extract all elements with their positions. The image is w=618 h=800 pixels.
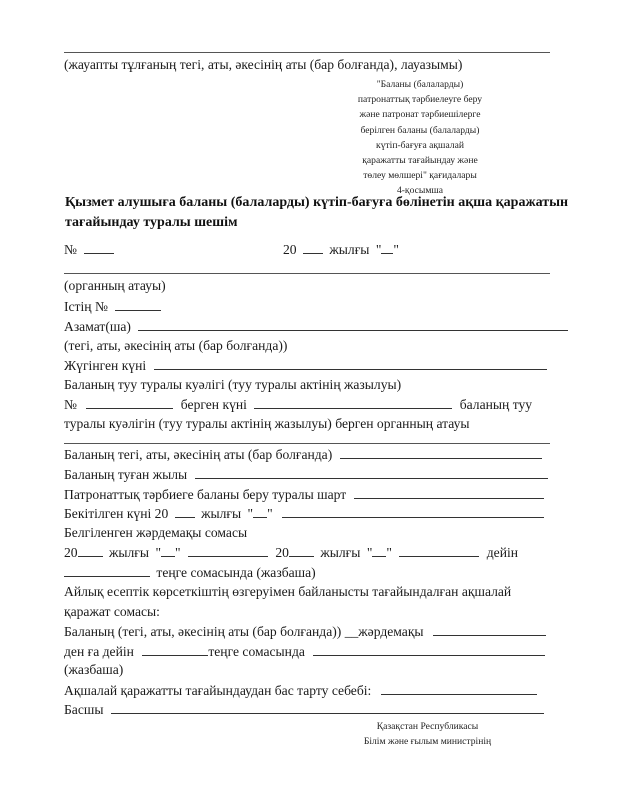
citizen-caption: (тегі, аты, әкесінің аты (бар болғанда)) [64, 338, 288, 353]
period-from-month-field[interactable] [188, 544, 268, 557]
annex-note-line: қаражатты тағайындау және [362, 155, 478, 167]
child-name-row [64, 446, 542, 463]
approved-extra-field[interactable] [282, 505, 544, 518]
child-birth-year-field[interactable] [195, 466, 548, 479]
annex-note-line: 4-қосымша [396, 185, 444, 197]
head-signature-field[interactable] [111, 701, 544, 714]
case-number-field[interactable] [115, 298, 161, 311]
tenge-amount-words-label: теңге сомасында (жазбаша) [156, 565, 316, 580]
quote-open: " [375, 242, 382, 257]
quote-close: " [386, 545, 392, 560]
footer-line: Қазақстан Республикасы [376, 721, 479, 732]
quote-close: " [175, 545, 181, 560]
from-to-label: ден ға дейін [64, 644, 134, 659]
mci-change-label-line2: қаражат сомасы: [64, 604, 160, 619]
birth-cert-organ-line[interactable] [64, 443, 550, 444]
from-to-field[interactable] [142, 643, 208, 656]
child-name-field[interactable] [340, 446, 542, 459]
period-from-prefix: 20 [64, 545, 78, 560]
decision-number-row [64, 241, 114, 258]
issued-date-field[interactable] [254, 396, 452, 409]
organ-name-line[interactable] [64, 273, 550, 274]
allowance-amount-label: Белгіленген жәрдемақы сомасы [64, 525, 248, 540]
quote-open: " [155, 545, 161, 560]
responsible-person-line [64, 52, 550, 53]
quote-open: " [247, 506, 254, 521]
annex-note-line: "Баланы (балаларды) [376, 79, 464, 90]
decision-day-field[interactable] [381, 241, 393, 254]
child-birth-year-label: Баланың туған жылы [64, 467, 188, 482]
head-row [64, 701, 544, 718]
birth-cert-number-field[interactable] [86, 396, 173, 409]
period-year-suffix: жылғы [109, 545, 150, 560]
annex-note-line: күтіп-бағуға ақшалай [376, 139, 464, 151]
period-to-month-field[interactable] [399, 544, 479, 557]
refusal-reason-row [64, 682, 537, 699]
application-date-row [64, 357, 547, 374]
child-allowance-label: Баланың (тегі, аты, әкесінің аты (бар болғанда)) __жәрдемақы [64, 624, 424, 639]
child-birth-label: баланың туу [459, 397, 533, 412]
foster-contract-field[interactable] [354, 486, 544, 499]
document-title: Қызмет алушыға баланы (балаларды) күтіп-бағуға бөлінетін ақша қаражатын тағайындау туралы шешім [65, 195, 569, 230]
annex-note-line: патронаттық тәрбиелеуге беру [357, 94, 483, 106]
decision-number-field[interactable] [84, 241, 114, 254]
quote-close: " [267, 506, 273, 521]
child-birth-year-row [64, 466, 548, 483]
approved-year-suffix: жылғы [201, 506, 242, 521]
period-until-label: дейін [486, 545, 519, 560]
tenge-words-row [64, 564, 316, 581]
foster-contract-label: Патронаттық тәрбиеге баланы беру туралы шарт [64, 487, 347, 502]
birth-cert-no-label: № [64, 397, 77, 412]
citizen-row [64, 318, 568, 335]
date-prefix: 20 [283, 242, 297, 257]
date-year-suffix: жылғы [329, 242, 370, 257]
citizen-field[interactable] [138, 318, 568, 331]
quote-close: " [393, 242, 399, 257]
refusal-reason-field[interactable] [381, 682, 537, 695]
citizen-label: Азамат(ша) [64, 319, 131, 334]
foster-contract-row [64, 486, 544, 503]
birth-cert-organ-label: туралы куәлігін (туу туралы актінің жазылуы) берген органның атауы [64, 416, 470, 431]
period-to-day-field[interactable] [372, 544, 386, 557]
annex-note-line: берілген баланы (балаларды) [360, 124, 480, 136]
birth-cert-label: Баланың туу туралы куәлігі (туу туралы актінің жазылуы) [64, 377, 402, 392]
decision-date-row [283, 241, 399, 258]
annex-note-line: және патронат тәрбиешілерге [359, 109, 481, 121]
from-to-row [64, 643, 545, 660]
case-number-row [64, 298, 161, 315]
refusal-reason-label: Ақшалай қаражатты тағайындаудан бас тарту себебі: [64, 683, 372, 698]
in-words-caption: (жазбаша) [64, 662, 124, 677]
head-label: Басшы [64, 702, 104, 717]
footer-note [330, 719, 525, 749]
annex-note [330, 77, 510, 199]
approved-day-field[interactable] [253, 505, 267, 518]
number-label: № [64, 242, 77, 257]
period-from-year-field[interactable] [78, 544, 103, 557]
mci-change-label-line1: Айлық есептік көрсеткіштің өзгеруімен байланысты тағайындалған ақшалай [64, 584, 512, 599]
child-allowance-field[interactable] [433, 623, 546, 636]
responsible-person-caption: (жауапты тұлғаның тегі, аты, әкесінің аты (бар болғанда), лауазымы) [64, 57, 463, 72]
allowance-period-row [64, 544, 518, 561]
application-date-field[interactable] [154, 357, 547, 370]
issued-date-label: берген күні [180, 397, 247, 412]
application-date-label: Жүгінген күні [64, 358, 147, 373]
period-year-suffix: жылғы [320, 545, 361, 560]
tenge-amount-words-field[interactable] [64, 564, 150, 577]
birth-cert-row [64, 396, 532, 413]
approved-date-row [64, 505, 544, 522]
approved-date-label: Бекітілген күні 20 [64, 506, 169, 521]
child-name-label: Баланың тегі, аты, әкесінің аты (бар болғанда) [64, 447, 333, 462]
footer-line: Білім және ғылым министрінің [363, 736, 492, 747]
tenge-amount-label: теңге сомасында [208, 644, 305, 659]
decision-year-field[interactable] [303, 241, 323, 254]
child-allowance-row [64, 623, 546, 640]
organ-caption: (органның атауы) [64, 278, 166, 293]
tenge-amount-field[interactable] [313, 643, 545, 656]
period-to-prefix: 20 [275, 545, 289, 560]
period-to-year-field[interactable] [289, 544, 314, 557]
period-from-day-field[interactable] [161, 544, 175, 557]
annex-note-line: төлеу мөлшері" қағидалары [363, 170, 477, 182]
approved-year-field[interactable] [175, 505, 195, 518]
case-number-label: Істің № [64, 299, 108, 314]
quote-open: " [366, 545, 373, 560]
